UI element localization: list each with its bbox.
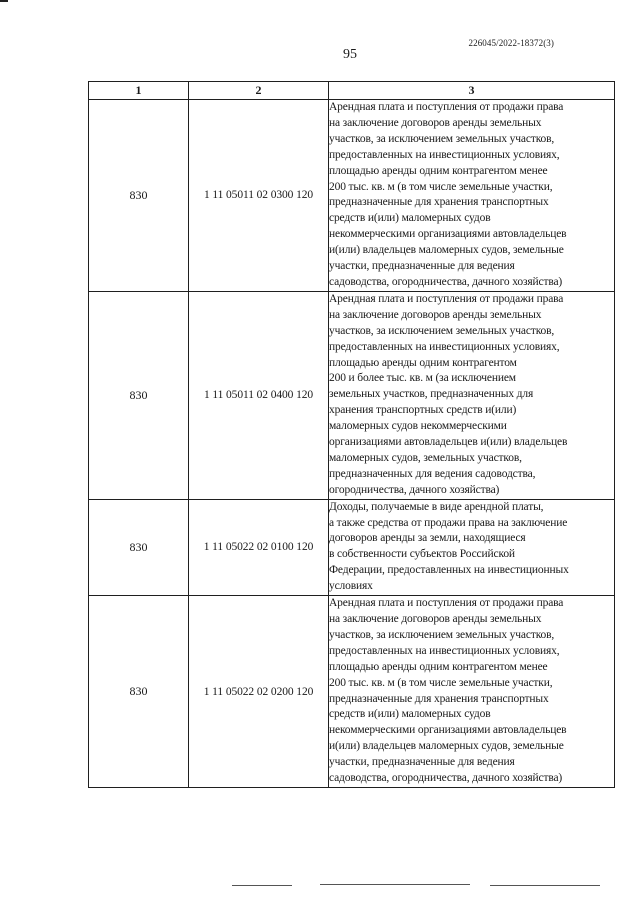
column-header-1: 1 <box>89 82 189 100</box>
scan-artifact-line <box>490 885 600 886</box>
table-row <box>89 291 615 499</box>
revenue-description-cell: Арендная плата и поступления от продажи права на заключение договоров аренды земельных участков, за исключением земельных участков, предоставленных на инвестиционных условиях, площадью аренды одним контрагентом менее 200 тыс. кв. м (в том числе земельные участки, предназначенные для хранения транспортных средств и(или) маломерных судов некоммерческими организациями автовладельцев и(или) владельцев маломерных судов, земельные участки, предназначенные для ведения садоводства, огородничества, дачного хозяйства) <box>329 596 615 788</box>
document-id: 226045/2022-18372(3) <box>468 38 554 48</box>
admin-code-cell: 830 <box>89 596 189 788</box>
column-header-3: 3 <box>329 82 615 100</box>
table-header-row <box>89 82 615 100</box>
revenue-description-cell: Арендная плата и поступления от продажи права на заключение договоров аренды земельных участков, за исключением земельных участков, предоставленных на инвестиционных условиях, площадью аренды одним контрагентом 200 и более тыс. кв. м (за исключением земельных участков, предназначенных для хранения транспортных средств и(или) маломерных судов некоммерческими организациями автовладельцев и(или) владельцев маломерных судов, земельных участков, предназначенных для ведения садоводства, огородничества, дачного хозяйства) <box>329 291 615 499</box>
budget-code-cell: 1 11 05022 02 0100 120 <box>189 499 329 595</box>
scan-edge-mark <box>0 0 8 2</box>
scan-artifact-line <box>320 884 470 885</box>
revenue-description-cell: Арендная плата и поступления от продажи права на заключение договоров аренды земельных участков, за исключением земельных участков, предоставленных на инвестиционных условиях, площадью аренды одним контрагентом менее 200 тыс. кв. м (в том числе земельные участки, предназначенные для хранения транспортных средств и(или) маломерных судов некоммерческими организациями автовладельцев и(или) владельцев маломерных судов, земельные участки, предназначенные для ведения садоводства, огородничества, дачного хозяйства) <box>329 100 615 292</box>
budget-code-cell: 1 11 05011 02 0400 120 <box>189 291 329 499</box>
page-number: 95 <box>343 47 357 62</box>
admin-code-cell: 830 <box>89 499 189 595</box>
table-row <box>89 499 615 595</box>
budget-code-cell: 1 11 05011 02 0300 120 <box>189 100 329 292</box>
table-row <box>89 596 615 788</box>
admin-code-cell: 830 <box>89 100 189 292</box>
revenue-description-cell: Доходы, получаемые в виде арендной платы, а также средства от продажи права на заключение договоров аренды за земли, находящиеся в собственности субъектов Российской Федерации, предоставленных на инвестиционных условиях <box>329 499 615 595</box>
scan-artifact-line <box>232 885 292 886</box>
column-header-2: 2 <box>189 82 329 100</box>
budget-code-cell: 1 11 05022 02 0200 120 <box>189 596 329 788</box>
revenue-table <box>88 81 615 788</box>
table-row <box>89 100 615 292</box>
admin-code-cell: 830 <box>89 291 189 499</box>
